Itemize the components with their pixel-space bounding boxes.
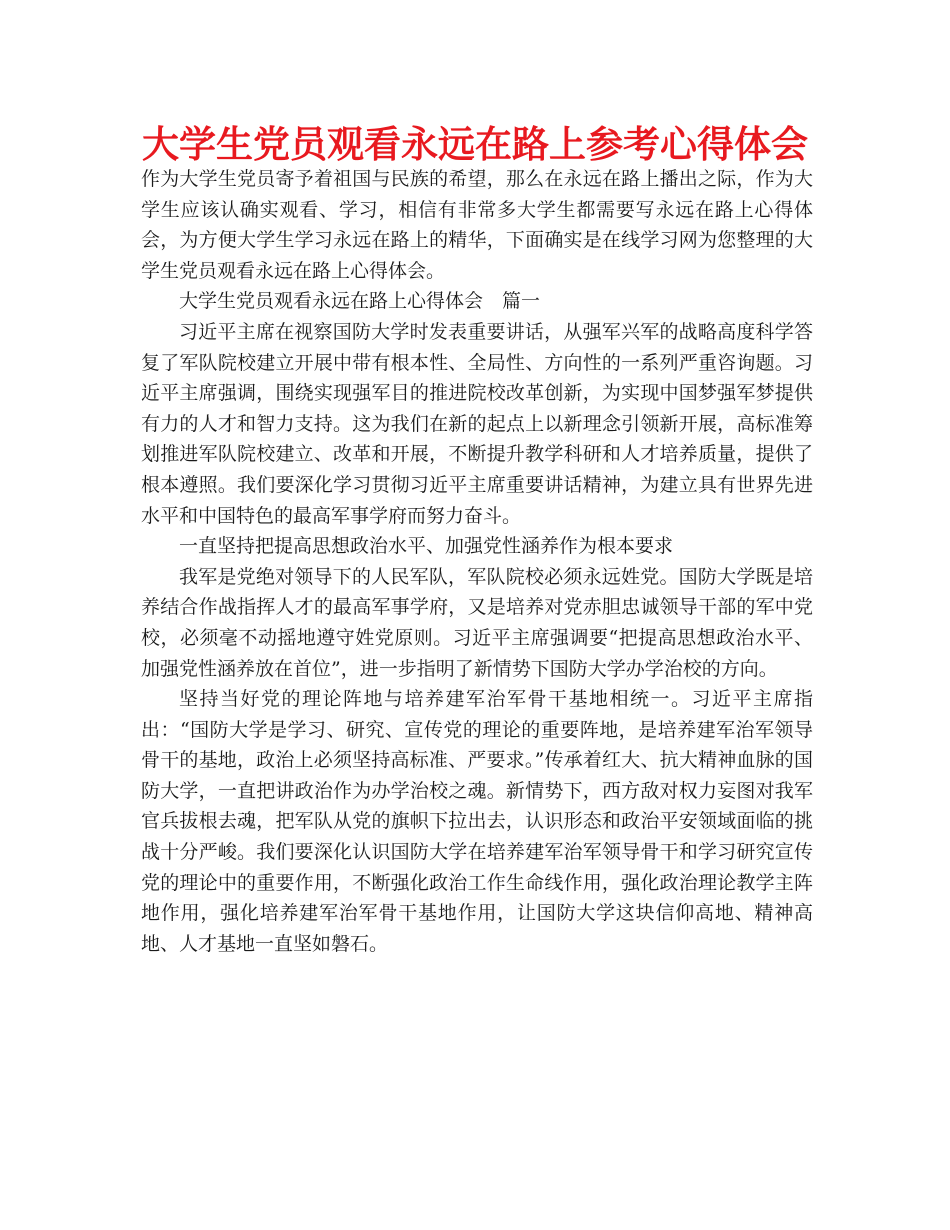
document-title: 大学生党员观看永远在路上参考心得体会 [142,123,808,166]
subsection-heading: 一直坚持把提高思想政治水平、加强党性涵养作为根本要求 [179,535,674,558]
body-paragraph: 坚持当好党的理论阵地与培养建军治军骨干基地相统一。习近平主席指出：“国防大学是学习、研究、宣传党的理论的重要阵地，是培养建军治军领导骨干的基地，政治上必须坚持高标准、严要求。”传承着红大、抗大精神血脉的国防大学，一直把讲政治作为办学治校之魂。新情势下，西方敌对权力妄图对我军官兵拔根去魂，把军队从党的旗帜下拉出去，认识形态和政治平安领域面临的挑战十分严峻。我们要深化认识国防大学在培养建军治军领导骨干和学习研究宣传党的理论中的重要作用，不断强化政治工作生命线作用，强化政治理论教学主阵地作用，强化培养建军治军骨干基地作用，让国防大学这块信仰高地、精神高地、人才基地一直坚如磐石。 [141,688,813,955]
document-body [141,164,813,959]
body-paragraph: 我军是党绝对领导下的人民军队，军队院校必须永远姓党。国防大学既是培养结合作战指挥人才的最高军事学府，又是培养对党赤胆忠诚领导干部的军中党校，必须毫不动摇地遵守姓党原则。习近平主席强调要“把提高思想政治水平、加强党性涵养放在首位”，进一步指明了新情势下国防大学办学治校的方向。 [141,565,813,680]
body-paragraph: 习近平主席在视察国防大学时发表重要讲话，从强军兴军的战略高度科学答复了军队院校建立开展中带有根本性、全局性、方向性的一系列严重咨询题。习近平主席强调，围绕实现强军目的推进院校改革创新，为实现中国梦强军梦提供有力的人才和智力支持。这为我们在新的起点上以新理念引领新开展，高标准筹划推进军队院校建立、改革和开展，不断提升教学科研和人才培养质量，提供了根本遵照。我们要深化学习贯彻习近平主席重要讲话精神，为建立具有世界先进水平和中国特色的最高军事学府而努力奋斗。 [141,320,813,527]
intro-paragraph: 作为大学生党员寄予着祖国与民族的希望，那么在永远在路上播出之际，作为大学生应该认确实观看、学习，相信有非常多大学生都需要写永远在路上心得体会，为方便大学生学习永远在路上的精华，下面确实是在线学习网为您整理的大学生党员观看永远在路上心得体会。 [141,168,813,282]
section-heading: 大学生党员观看永远在路上心得体会 篇一 [179,290,541,313]
